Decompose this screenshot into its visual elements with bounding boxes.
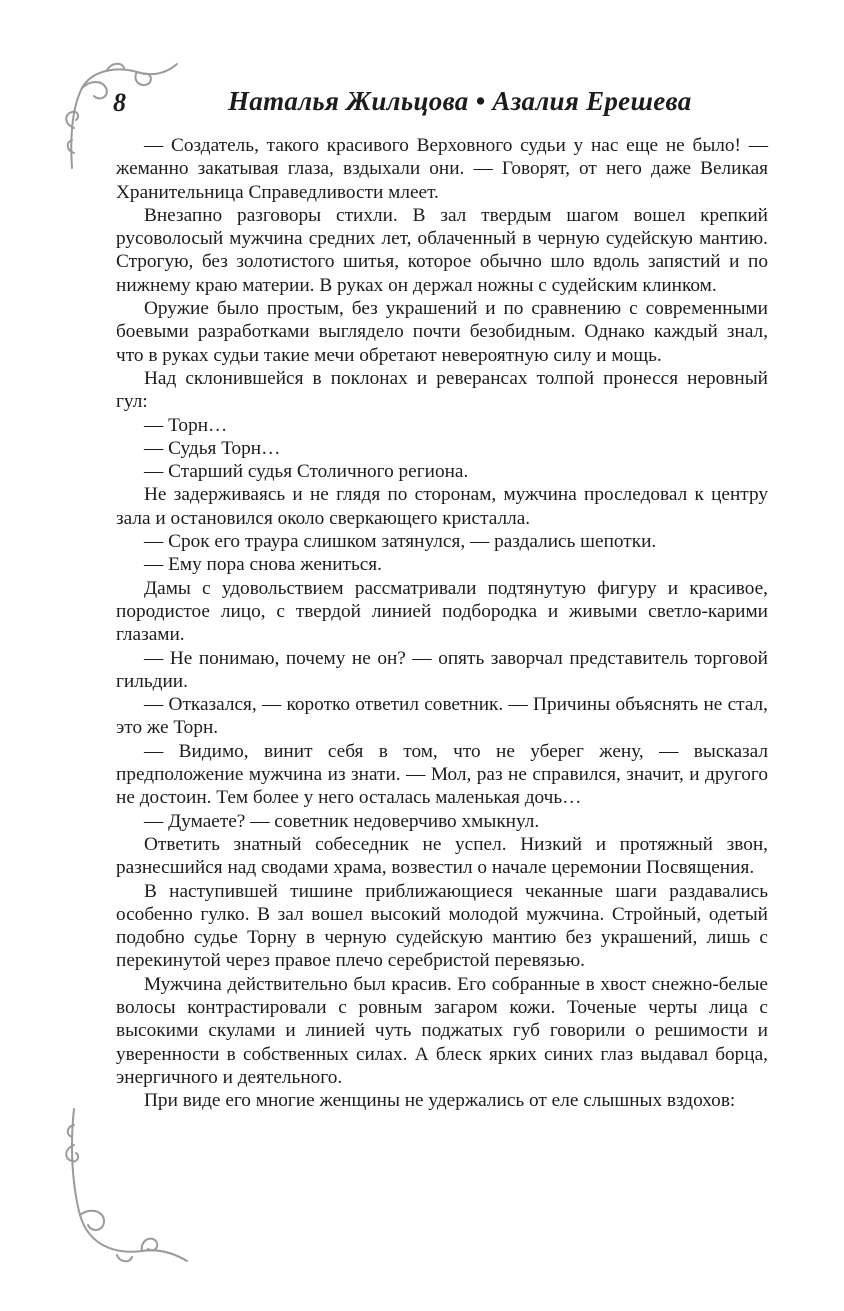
- paragraph: — Срок его траура слишком затянулся, — раздались шепотки.: [144, 531, 657, 553]
- paragraph: — Торн…: [144, 414, 228, 436]
- paragraph: Внезапно разговоры стихли. В зал твердым шагом вошел крепкий русоволосый мужчина средних лет, облаченный в черную судейскую мантию. Строгую, без золотистого шитья, которое обычно шло вдоль запястий и по нижнему краю материи. В руках он держал ножны с судейским клинком.: [116, 204, 768, 296]
- paragraph: — Отказался, — коротко ответил советник. — Причины объяснять не стал, это же Торн.: [116, 694, 768, 739]
- page-header: [113, 84, 758, 124]
- paragraph: Над склонившейся в поклонах и реверансах толпой пронесся неровный гул:: [116, 367, 768, 413]
- body-text: [116, 134, 768, 1112]
- paragraph: — Видимо, винит себя в том, что не уберег жену, — высказал предположение мужчина из знати. — Мол, раз не справился, значит, и другого не достоин. Тем более у него осталась маленькая дочь…: [116, 740, 768, 809]
- paragraph: Мужчина действительно был красив. Его собранные в хвост снежно-белые волосы контрастировали с ровным загаром кожи. Точеные черты лица с высокими скулами и линией чуть поджатых губ говорили о решимости и уверенности в собственных силах. А блеск ярких синих глаз выдавал борца, энергичного и деятельного.: [116, 973, 768, 1088]
- paragraph: Не задерживаясь и не глядя по сторонам, мужчина проследовал к центру зала и остановился около сверкающего кристалла.: [116, 484, 768, 529]
- paragraph: — Создатель, такого красивого Верховного судьи у нас еще не было! — жеманно закатывая глаза, вздыхали они. — Говорят, от него даже Великая Хранительница Справедливости млеет.: [116, 135, 768, 203]
- paragraph: — Судья Торн…: [144, 437, 281, 459]
- page-number: 8: [113, 88, 126, 117]
- corner-ornament-bottom-icon: [62, 1105, 192, 1265]
- running-head: Наталья Жильцова • Азалия Ерешева: [228, 86, 692, 116]
- paragraph: — Ему пора снова жениться.: [144, 554, 382, 576]
- paragraph: Дамы с удовольствием рассматривали подтянутую фигуру и красивое, породистое лицо, с твердой линией подбородка и живыми светло-карими глазами.: [116, 577, 768, 646]
- paragraph: В наступившей тишине приближающиеся чеканные шаги раздавались особенно гулко. В зал вошел высокий молодой мужчина. Стройный, одетый подобно судье Торну в черную судейскую мантию без украшений, лишь с перекинутой через правое плечо серебристой перевязью.: [116, 880, 768, 972]
- paragraph: — Не понимаю, почему не он? — опять заворчал представитель торговой гильдии.: [116, 647, 768, 692]
- paragraph: Оружие было простым, без украшений и по сравнению с современными боевыми разработками выглядело почти безобидным. Однако каждый знал, что в руках судьи такие мечи обретают невероятную силу и мощь.: [116, 298, 768, 366]
- paragraph: — Старший судья Столичного региона.: [144, 461, 469, 483]
- paragraph: — Думаете? — советник недоверчиво хмыкнул.: [144, 810, 540, 832]
- paragraph: При виде его многие женщины не удержались от еле слышных вздохов:: [144, 1090, 736, 1112]
- paragraph: Ответить знатный собеседник не успел. Низкий и протяжный звон, разнесшийся над сводами храма, возвестил о начале церемонии Посвящения.: [116, 833, 768, 879]
